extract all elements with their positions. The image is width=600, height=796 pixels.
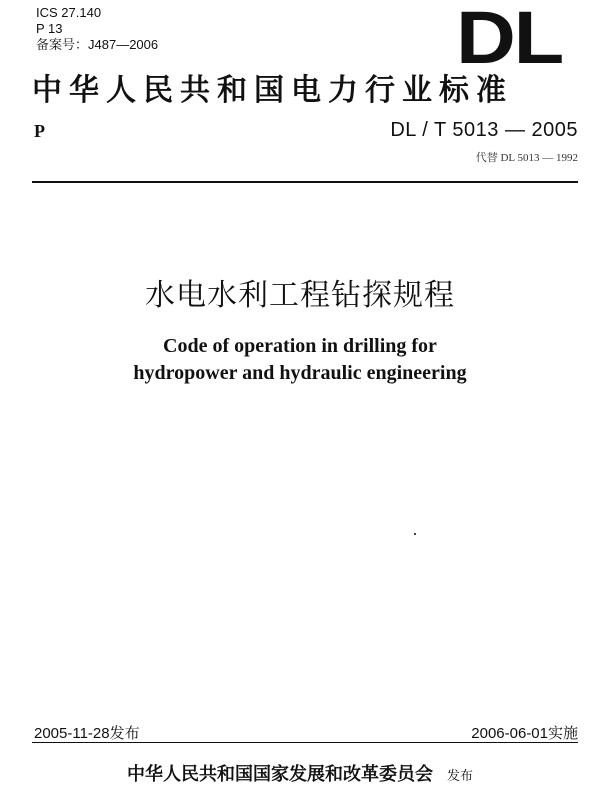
replaces-note: 代替 DL 5013 — 1992: [475, 152, 578, 164]
document-title-chinese: 水电水利工程钻探规程: [145, 278, 455, 313]
standard-number: DL / T 5013 — 2005: [390, 119, 578, 141]
english-title-line-2: hydropower and hydraulic engineering: [133, 362, 467, 384]
filing-number: 备案号：J487—2006: [36, 37, 159, 52]
issue-date: 2005-11-28发布: [34, 725, 140, 742]
speck-mark: [414, 533, 416, 535]
footer-divider: [32, 742, 578, 743]
classification-code: P 13: [36, 21, 63, 36]
implementation-date: 2006-06-01实施: [471, 725, 578, 742]
issuer-name: 中华人民共和国国家发展和改革委员会: [126, 764, 433, 785]
document-title-english: [0, 333, 600, 387]
ics-code: ICS 27.140: [36, 5, 102, 20]
issuer-line: [0, 760, 600, 786]
industry-standard-title: 中华人民共和国电力行业标准: [32, 73, 513, 108]
header-divider: [32, 181, 578, 183]
dl-logo: DL: [456, 0, 563, 79]
english-title-line-1: Code of operation in drilling for: [163, 335, 437, 357]
issuer-verb: 发布: [446, 769, 473, 784]
category-letter: P: [34, 121, 45, 141]
